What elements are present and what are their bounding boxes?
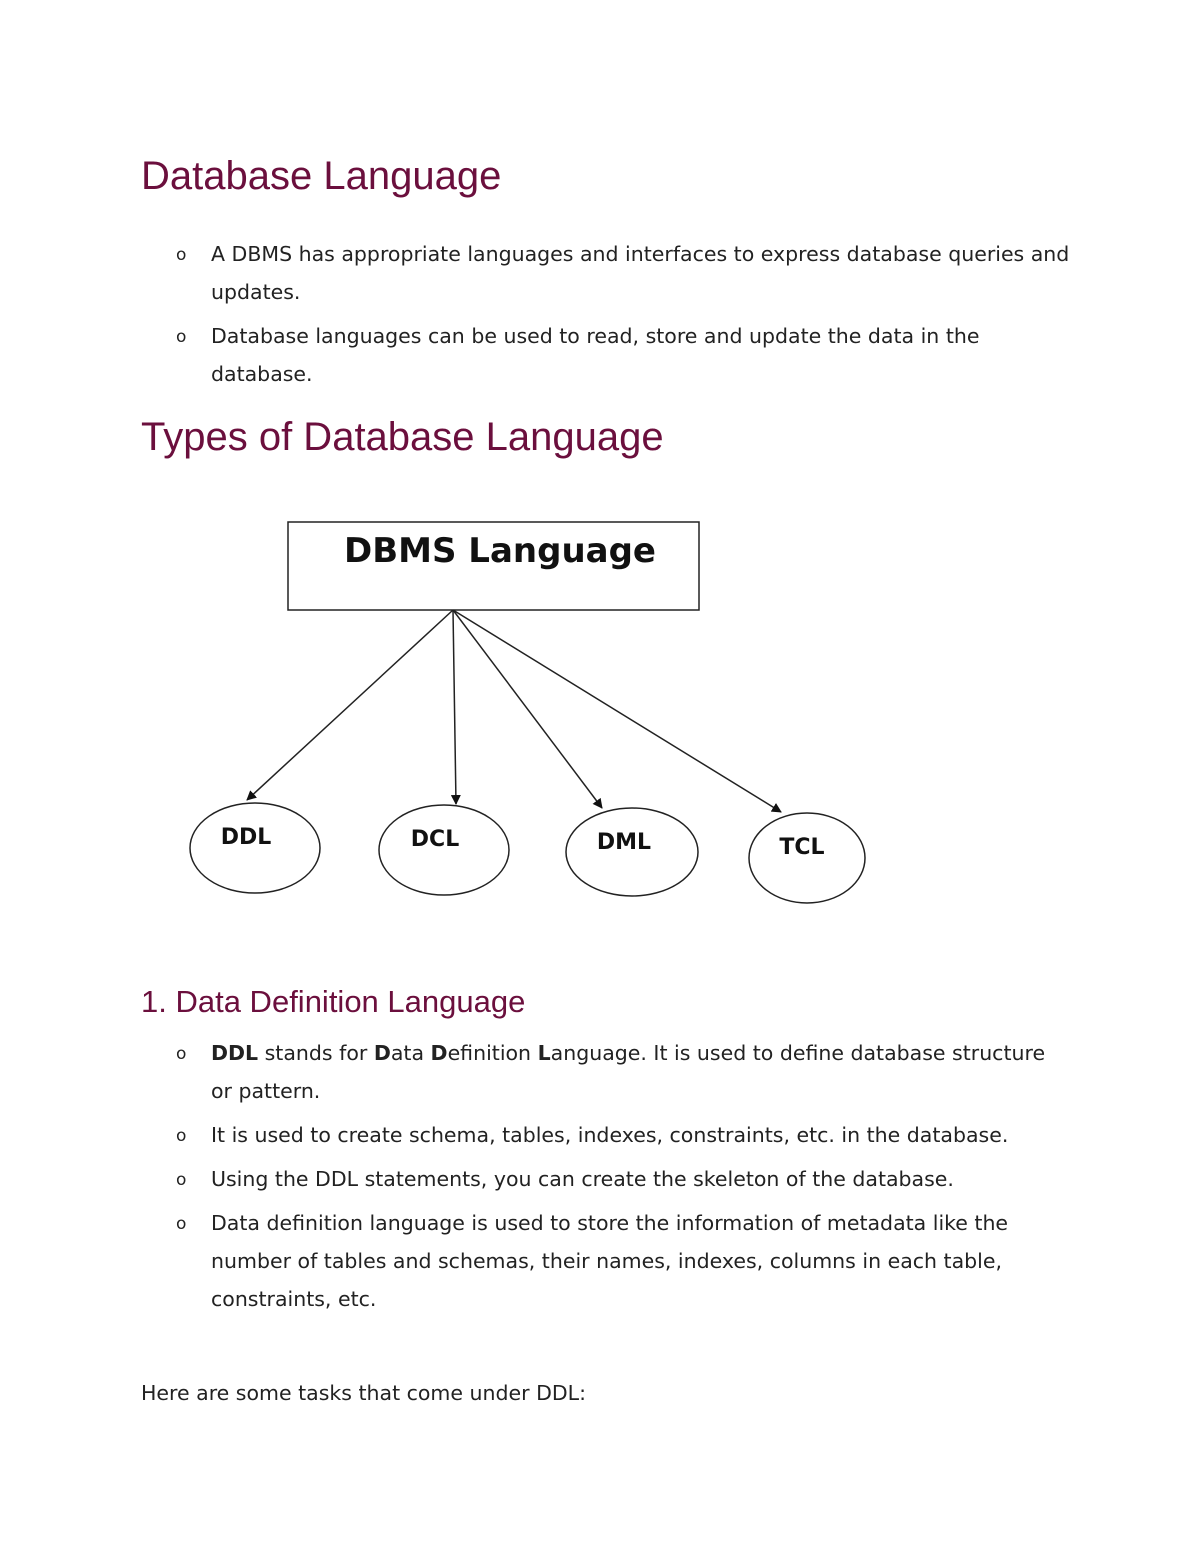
ddl-tasks-intro: Here are some tasks that come under DDL:: [141, 1381, 586, 1405]
bullet-marker: o: [176, 1126, 187, 1146]
list-item: [0, 317, 1071, 393]
dbms-language-diagram: [0, 500, 1200, 920]
list-item: [0, 1204, 1071, 1318]
arrow-to-dml: [453, 610, 602, 808]
text-run: anguage. It is used to define database structure or pattern.: [211, 1041, 1046, 1103]
tcl-label: TCL: [779, 835, 825, 860]
list-item: [0, 1116, 1071, 1154]
bullet-marker: o: [176, 245, 187, 265]
ddl-label: DDL: [220, 825, 272, 850]
intro-bullet-list: [0, 235, 1071, 399]
list-item: [0, 1160, 1071, 1198]
arrow-to-tcl: [453, 610, 781, 812]
bullet-text: It is used to create schema, tables, indexes, constraints, etc. in the database.: [211, 1123, 1009, 1147]
bullet-text: Using the DDL statements, you can create the skeleton of the database.: [211, 1167, 954, 1191]
bullet-marker: o: [176, 1044, 187, 1064]
heading-types-of-database-language: Types of Database Language: [141, 415, 664, 459]
bold-initial: L: [537, 1041, 551, 1065]
ddl-bullet-list: [0, 1034, 1071, 1324]
bullet-text: Database languages can be used to read, store and update the data in the database.: [211, 324, 980, 386]
list-item: [0, 1034, 1071, 1110]
bullet-text: A DBMS has appropriate languages and interfaces to express database queries and updates.: [211, 242, 1070, 304]
bullet-text: [211, 1041, 1045, 1103]
bold-initial: D: [430, 1041, 448, 1065]
bold-term: DDL: [211, 1041, 259, 1065]
list-item: [0, 235, 1071, 311]
bullet-marker: o: [176, 1214, 187, 1234]
bullet-marker: o: [176, 327, 187, 347]
dcl-label: DCL: [410, 827, 460, 852]
dml-label: DML: [596, 830, 652, 855]
bullet-marker: o: [176, 1170, 187, 1190]
bullet-text: Data definition language is used to store the information of metadata like the number of tables and schemas, their names, indexes, columns in each table, constraints, etc.: [211, 1211, 1009, 1311]
text-run: stands for: [258, 1041, 374, 1065]
heading-data-definition-language: 1. Data Definition Language: [141, 984, 526, 1019]
text-run: efinition: [447, 1041, 538, 1065]
heading-database-language: Database Language: [141, 154, 502, 198]
text-run: ata: [390, 1041, 431, 1065]
arrow-to-ddl: [247, 610, 453, 800]
root-label: DBMS Language: [344, 531, 656, 571]
bold-initial: D: [373, 1041, 391, 1065]
arrow-to-dcl: [453, 610, 456, 804]
